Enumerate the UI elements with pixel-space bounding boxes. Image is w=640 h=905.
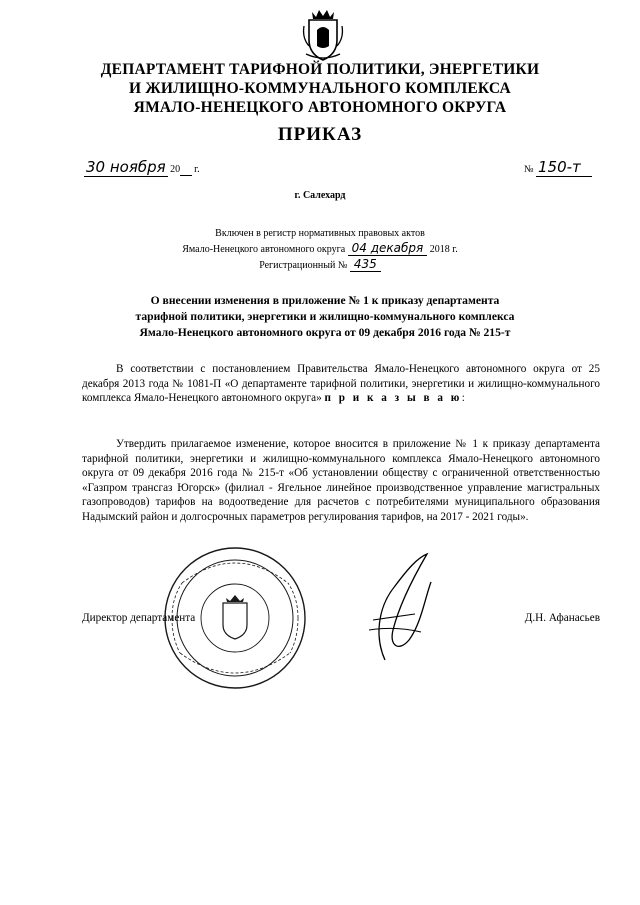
registration-line-2: Ямало-Ненецкого автономного округа 04 декабря 2018 г. <box>182 241 458 255</box>
registration-block <box>0 227 640 273</box>
paragraph-basis: В соответствии с постановлением Правительства Ямало-Ненецкого автономного округа от 25 декабря 2013 года № 1081-П «О департаменте тарифной политики, энергетики и жилищно-коммунального комплекса Ямало-Ненецкого автономного округа» п р и к а з ы в а ю: <box>82 363 600 404</box>
registration-date-handwritten: 04 декабря <box>348 241 428 256</box>
date-handwritten: 30 ноября <box>86 158 166 176</box>
paragraph-approve: Утвердить прилагаемое изменение, которое вносится в приложение № 1 к приказу департамента тарифной политики, энергетики и жилищно-коммунального комплекса Ямало-Ненецкого автономного округа от 09 декабря 2016 года № 215-т «Об установлении обществу с ограниченной ответственностью «Газпром трансгаз Югорск» (филиал - Ягельное линейное производственное управление магистральных газопроводов) тарифов на водоотведение для расчетов с потребителями муниципального образования Надымский район и долгосрочных параметров регулирования тарифов, на 2017 - 2021 годы». <box>82 438 600 523</box>
order-date <box>84 158 200 177</box>
number-prefix: № <box>523 164 534 175</box>
order-word: п р и к а з ы в а ю <box>324 392 462 404</box>
registration-line-1: Включен в регистр нормативных правовых актов <box>215 228 425 239</box>
year-suffix: г. <box>194 164 200 175</box>
department-line-1: ДЕПАРТАМЕНТ ТАРИФНОЙ ПОЛИТИКИ, ЭНЕРГЕТИКИ <box>100 61 540 78</box>
document-type-title: ПРИКАЗ <box>277 124 363 145</box>
title-line-1: О внесении изменения в приложение № 1 к приказу департамента <box>150 294 500 307</box>
order-title <box>90 293 560 341</box>
signer-name: Д.Н. Афанасьев <box>524 612 600 624</box>
year-prefix: 20 <box>170 164 181 175</box>
handwritten-signature <box>355 548 455 668</box>
title-line-3: Ямало-Ненецкого автономного округа от 09 декабря 2016 года № 215-т <box>139 326 511 339</box>
department-line-3: ЯМАЛО-НЕНЕЦКОГО АВТОНОМНОГО ОКРУГА <box>133 99 507 116</box>
number-handwritten: 150-т <box>538 158 581 176</box>
registration-number-handwritten: 435 <box>350 257 381 272</box>
registration-line-3: Регистрационный № 435 <box>0 257 640 273</box>
department-line-2: И ЖИЛИЩНО-КОММУНАЛЬНОГО КОМПЛЕКСА <box>129 80 511 97</box>
signer-role: Директор департамента <box>82 612 196 624</box>
order-number <box>524 158 592 177</box>
coat-of-arms-icon <box>300 6 346 62</box>
city: г. Салехард <box>294 190 346 201</box>
title-line-2: тарифной политики, энергетики и жилищно-коммунального комплекса <box>135 310 515 323</box>
department-header <box>40 60 600 117</box>
